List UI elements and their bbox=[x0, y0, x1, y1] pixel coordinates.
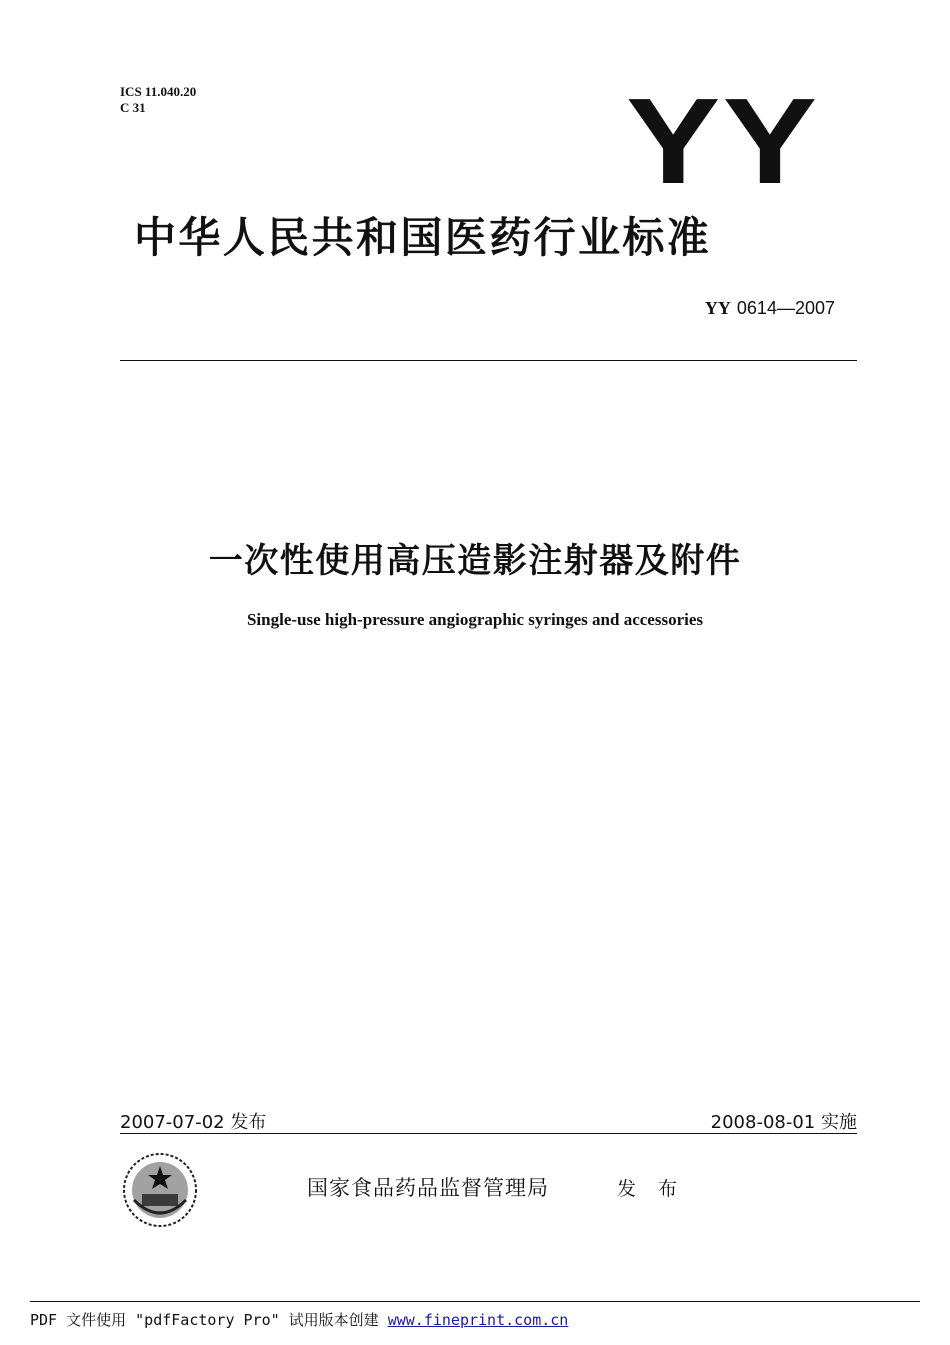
issue-date: 2007-07-02 发布 bbox=[120, 1112, 267, 1133]
header-divider bbox=[120, 360, 857, 361]
footer-text: PDF 文件使用 "pdfFactory Pro" 试用版本创建 bbox=[30, 1311, 388, 1329]
document-title-chinese: 一次性使用高压造影注射器及附件 bbox=[208, 541, 742, 581]
date-divider bbox=[120, 1133, 857, 1134]
national-emblem-seal-icon bbox=[120, 1150, 200, 1230]
standard-category-title: 中华人民共和国医药行业标准 bbox=[134, 213, 712, 262]
document-title-english: Single-use high-pressure angiographic syringes and accessories bbox=[246, 610, 704, 629]
pdf-footer bbox=[30, 1309, 568, 1330]
footer-divider bbox=[30, 1301, 920, 1302]
ics-line-1: ICS 11.040.20 bbox=[120, 84, 197, 99]
standard-number bbox=[705, 298, 835, 319]
ccs-line-2: C 31 bbox=[120, 100, 146, 115]
issue-label: 发 布 bbox=[617, 1178, 686, 1200]
fineprint-link[interactable]: www.fineprint.com.cn bbox=[387, 1311, 569, 1329]
standard-number-value: 0614—2007 bbox=[736, 298, 835, 318]
ics-code bbox=[120, 84, 196, 116]
standard-number-prefix: YY bbox=[704, 298, 731, 318]
yy-logo: YY bbox=[626, 73, 820, 209]
implementation-date: 2008-08-01 实施 bbox=[710, 1112, 857, 1133]
issuing-authority: 国家食品药品监督管理局 bbox=[307, 1176, 549, 1200]
